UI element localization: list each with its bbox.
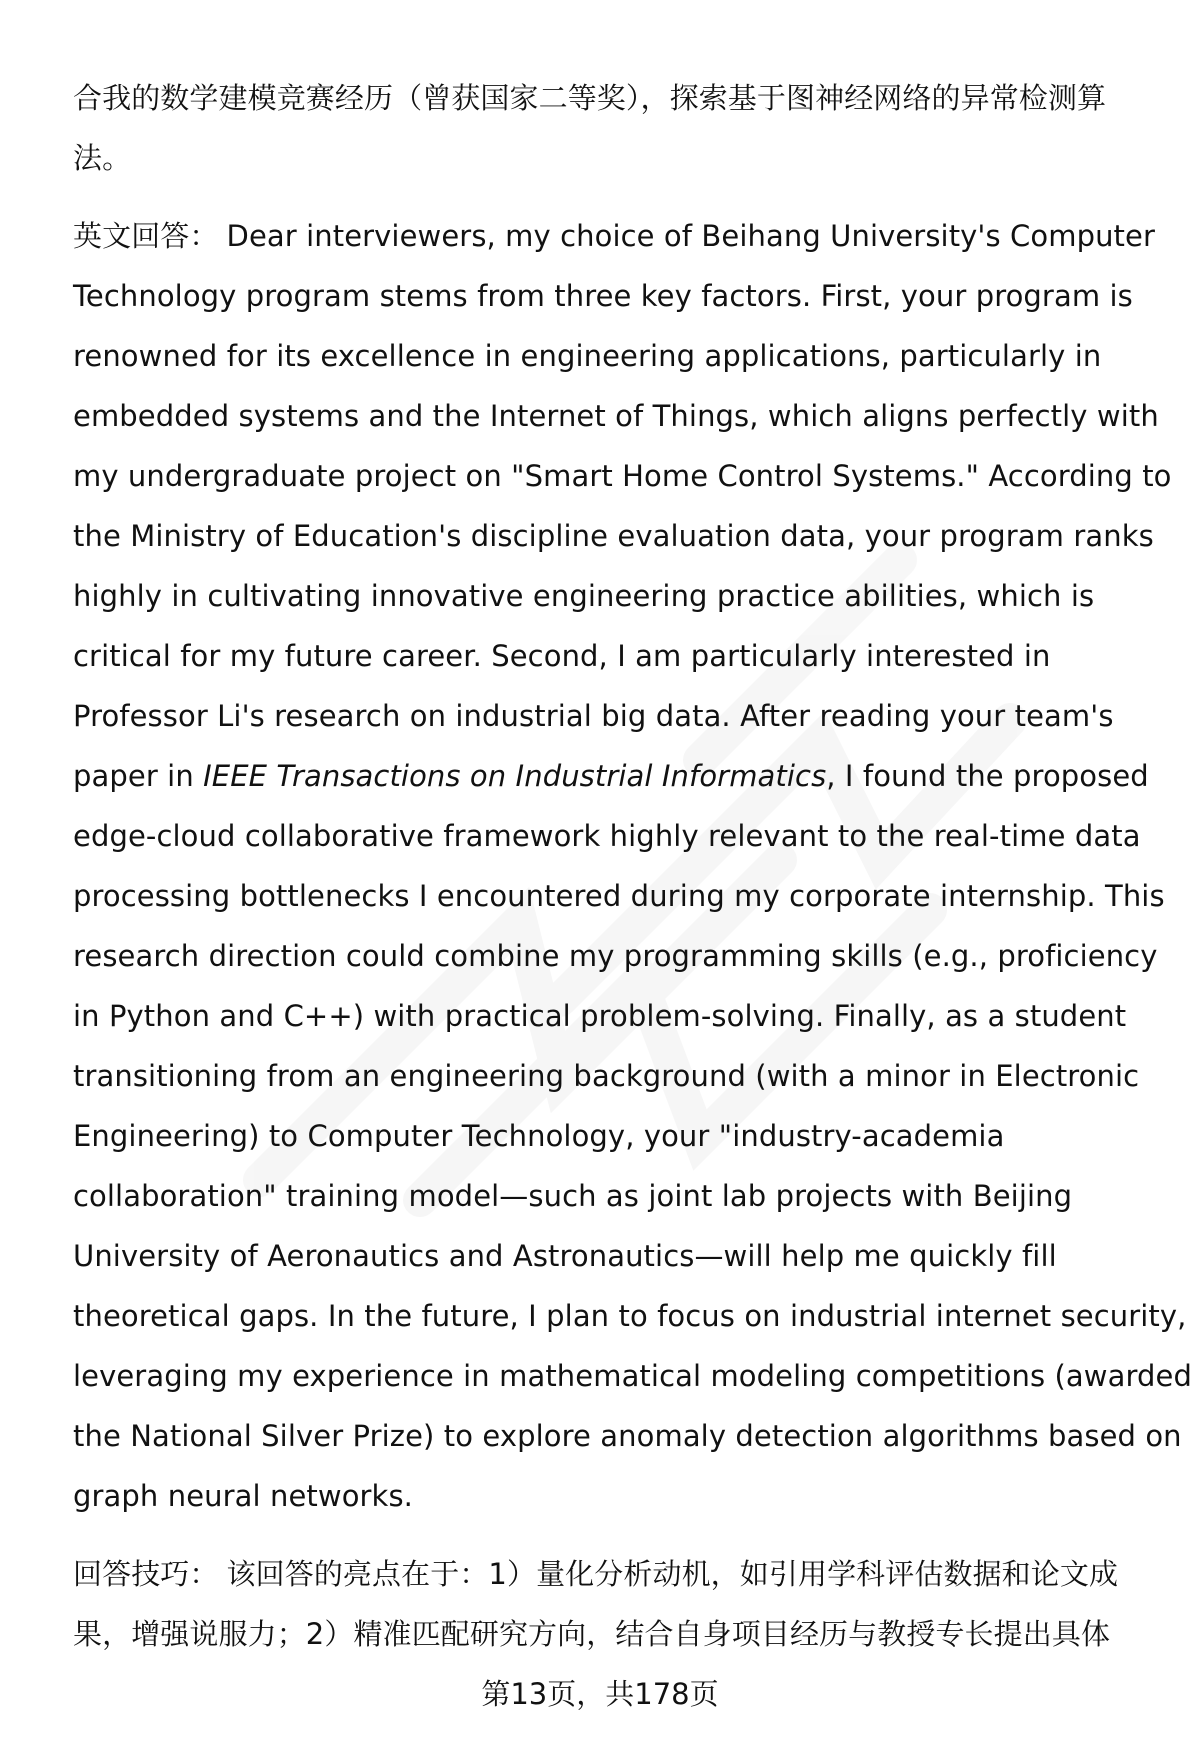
english-answer-line: the Ministry of Education's discipline evaluation data, your program ranks bbox=[73, 519, 1154, 553]
english-answer-line: leveraging my experience in mathematical modeling competitions (awarded bbox=[73, 1359, 1192, 1393]
english-answer-line: in Python and C++) with practical problem-solving. Finally, as a student bbox=[73, 999, 1127, 1033]
tips-line: 该回答的亮点在于：1）量化分析动机，如引用学科评估数据和论文成 bbox=[226, 1557, 1119, 1591]
english-answer-line: the National Silver Prize) to explore anomaly detection algorithms based on bbox=[73, 1419, 1182, 1453]
english-answer-line: graph neural networks. bbox=[73, 1479, 413, 1513]
english-answer-line: my undergraduate project on "Smart Home Control Systems." According to bbox=[73, 459, 1172, 493]
intro-line-1: 合我的数学建模竞赛经历（曾获国家二等奖），探索基于图神经网络的异常检测算 bbox=[73, 81, 1107, 115]
english-answer-line: Engineering) to Computer Technology, your "industry-academia bbox=[73, 1119, 1005, 1153]
paper-title: IEEE Transactions on Industrial Informatics bbox=[203, 759, 827, 793]
english-answer-line: theoretical gaps. In the future, I plan to focus on industrial internet security, bbox=[73, 1299, 1187, 1333]
page-number: 第13页，共178页 bbox=[481, 1677, 719, 1711]
english-answer-line: highly in cultivating innovative engineering practice abilities, which is bbox=[73, 579, 1095, 613]
english-answer-paper-line bbox=[73, 746, 1153, 806]
english-answer-line: collaboration" training model—such as joint lab projects with Beijing bbox=[73, 1179, 1073, 1213]
english-answer-line: University of Aeronautics and Astronautics—will help me quickly fill bbox=[73, 1239, 1057, 1273]
intro-line-2: 法。 bbox=[73, 141, 132, 175]
english-answer-line: embedded systems and the Internet of Things, which aligns perfectly with bbox=[73, 399, 1159, 433]
english-answer-line: research direction could combine my programming skills (e.g., proficiency bbox=[73, 939, 1158, 973]
tips-line: 果，增强说服力；2）精准匹配研究方向，结合自身项目经历与教授专长提出具体 bbox=[73, 1617, 1111, 1651]
tips-first-line bbox=[73, 1544, 1153, 1604]
paper-line-prefix: paper in bbox=[73, 759, 204, 793]
english-answer-first-line bbox=[73, 206, 1153, 266]
english-answer-line: Technology program stems from three key factors. First, your program is bbox=[73, 279, 1133, 313]
tips-label: 回答技巧： bbox=[73, 1557, 219, 1591]
english-answer-line: renowned for its excellence in engineering applications, particularly in bbox=[73, 339, 1102, 373]
paper-line-suffix: , I found the proposed bbox=[826, 759, 1149, 793]
english-answer-line: edge-cloud collaborative framework highly relevant to the real-time data bbox=[73, 819, 1141, 853]
english-answer-line: critical for my future career. Second, I am particularly interested in bbox=[73, 639, 1051, 673]
english-answer-line: processing bottlenecks I encountered during my corporate internship. This bbox=[73, 879, 1165, 913]
document-body bbox=[73, 68, 1192, 1664]
english-answer-line: transitioning from an engineering background (with a minor in Electronic bbox=[73, 1059, 1140, 1093]
english-answer-line: Dear interviewers, my choice of Beihang University's Computer bbox=[226, 219, 1155, 253]
english-answer-label: 英文回答： bbox=[73, 219, 219, 253]
english-answer-line: Professor Li's research on industrial big data. After reading your team's bbox=[73, 699, 1114, 733]
